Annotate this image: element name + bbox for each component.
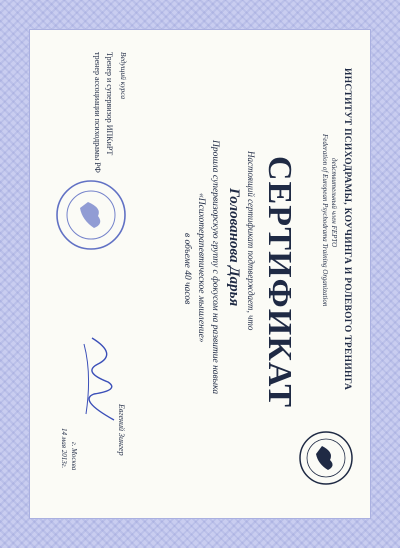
signature-icon (76, 334, 122, 424)
signer-name: Евгений Зингер (117, 404, 126, 456)
institute-name: ИНСТИТУТ ПСИХОДРАМЫ, КОУЧИНГА И РОЛЕВОГО ТРЕНИНГА (342, 68, 352, 391)
lead-role-2: тренер ассоциации психодрамы РФ (93, 52, 102, 173)
course-line-1: Прошла супервизорскую группу с фокусом на развитие навыка (210, 140, 220, 395)
confirmation-text: Настоящий сертификат подтверждает, что (246, 151, 256, 331)
certificate-title: СЕРТИФИКАТ (261, 156, 298, 409)
course-line-2: «Психотерапевтическое мышление» (196, 193, 206, 343)
institute-logo-icon (298, 430, 354, 486)
city: г. Москва (70, 442, 78, 471)
stamp-seal-icon (54, 178, 128, 252)
lead-role-1: Тренер и супервизор ИПКиРТ (105, 52, 114, 156)
certificate-content (40, 38, 360, 510)
issue-date: 14 мая 2013г. (60, 428, 68, 469)
lead-label: Ведущий курса (119, 52, 128, 100)
course-hours: в объеме 40 часов (182, 233, 192, 305)
recipient-name: Голованова Дарья (226, 188, 242, 307)
federation-name: Federation of European Psychodrama Training Organization (321, 134, 329, 307)
fepto-membership: действительный член FEPTO (330, 158, 338, 248)
